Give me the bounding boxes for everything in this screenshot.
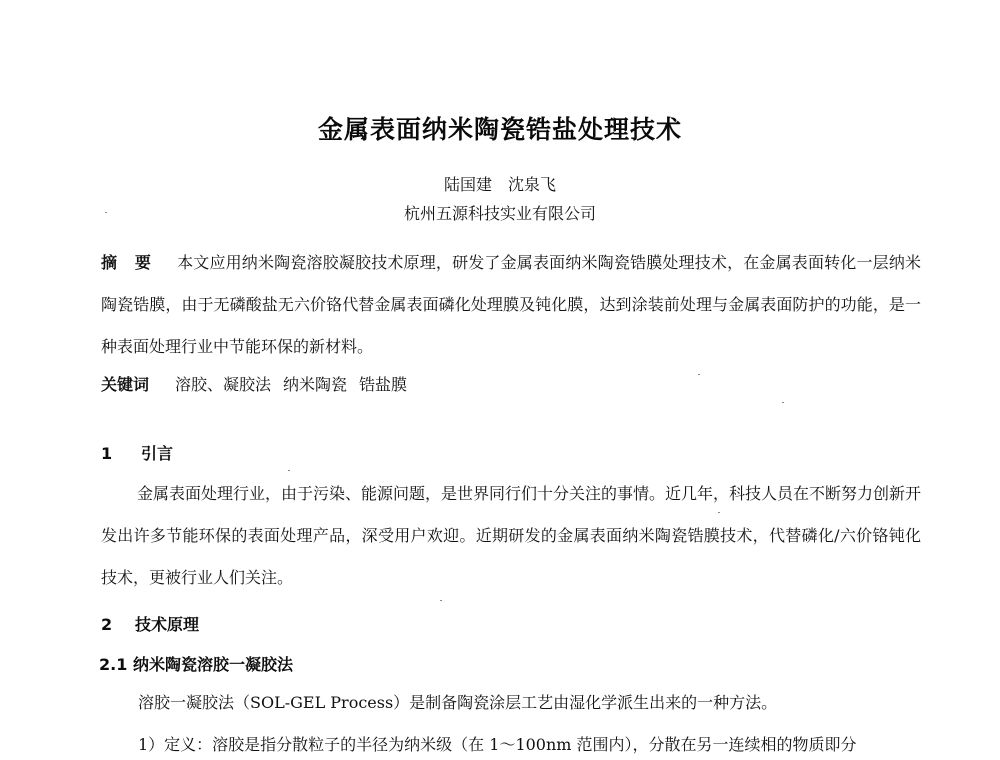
section-title: 引言 [141, 444, 174, 463]
section-heading-principle [101, 612, 199, 635]
section-heading-introduction [101, 441, 173, 464]
scan-speck [105, 212, 107, 213]
scan-speck [782, 402, 784, 403]
scan-speck [440, 600, 442, 601]
introduction-text: 金属表面处理行业，由于污染、能源问题，是世界同行们十分关注的事情。近几年，科技人员在不断努力创新开发出许多节能环保的表面处理产品，深受用户欢迎。近期研发的金属表面纳米陶瓷锆膜技术，代替磷化/六价铬钝化技术，更被行业人们关注。 [101, 484, 922, 587]
scan-speck [718, 512, 720, 513]
keyword: 纳米陶瓷 [283, 375, 348, 394]
scan-speck [698, 374, 700, 375]
section-number: 2 [101, 615, 113, 634]
subsection-heading [99, 652, 293, 675]
author-name: 沈泉飞 [508, 175, 557, 194]
introduction-paragraph [101, 473, 921, 599]
definition-line: 1）定义：溶胶是指分散粒子的半径为纳米级（在 1～100nm 范围内），分散在另一连续相的物质即分 [138, 735, 857, 754]
abstract-label: 摘 要 [101, 253, 158, 272]
keywords-line [101, 372, 407, 395]
keywords-label: 关键词 [101, 375, 150, 394]
section-number: 1 [101, 444, 113, 463]
abstract-paragraph [101, 242, 921, 368]
scan-speck [288, 470, 290, 471]
abstract-text: 本文应用纳米陶瓷溶胶凝胶技术原理，研发了金属表面纳米陶瓷锆膜处理技术，在金属表面转化一层纳米陶瓷锆膜，由于无磷酸盐无六价铬代替金属表面磷化处理膜及钝化膜，达到涂装前处理与金属表面防护的功能，是一种表面处理行业中节能环保的新材料。 [101, 253, 921, 356]
keyword: 溶胶、凝胶法 [175, 375, 272, 394]
subsection-title: 纳米陶瓷溶胶一凝胶法 [133, 655, 294, 674]
section-title: 技术原理 [135, 615, 200, 634]
paper-title: 金属表面纳米陶瓷锆盐处理技术 [317, 115, 682, 144]
keyword: 锆盐膜 [359, 375, 408, 394]
author-name: 陆国建 [443, 175, 492, 194]
subsection-number: 2.1 [99, 655, 128, 674]
author-list [0, 172, 1000, 195]
author-affiliation: 杭州五源科技实业有限公司 [403, 204, 596, 223]
sol-gel-line: 溶胶一凝胶法（SOL-GEL Process）是制备陶瓷涂层工艺由湿化学派生出来的一种方法。 [138, 693, 778, 712]
